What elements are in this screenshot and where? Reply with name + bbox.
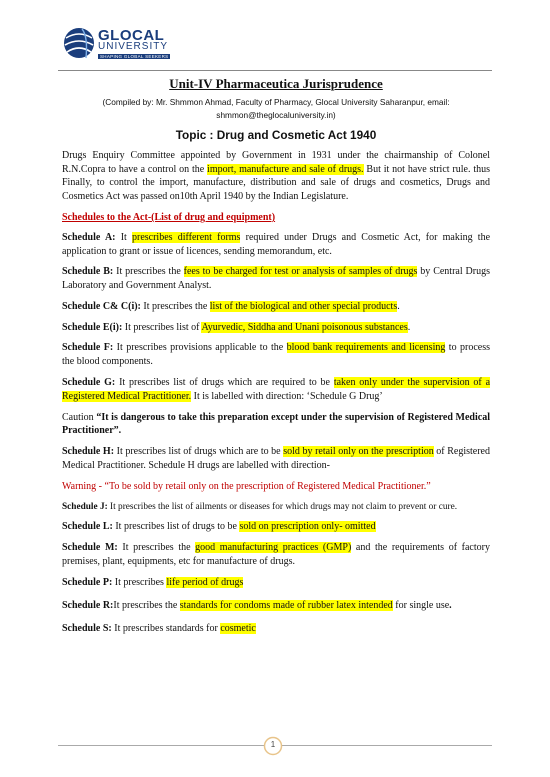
document-body	[62, 70, 490, 643]
schedule-s: Schedule S: It prescribes standards for cosmetic	[62, 623, 256, 635]
schedule-e: Schedule E(i): It prescribes list of Ayurvedic, Siddha and Unani poisonous substances.	[62, 321, 411, 333]
schedule-b: Schedule B: It prescribes the fees to be charged for test or analysis of samples of drugs by Central Drugs Laboratory and Government Analyst.	[62, 266, 490, 292]
schedule-j: Schedule J: It prescribes the list of ailments or diseases for which drugs may not claim to prevent or cure.	[62, 501, 458, 512]
unit-title: Unit-IV Pharmaceutica Jurisprudence	[169, 76, 383, 91]
topic-heading: Topic : Drug and Cosmetic Act 1940	[175, 127, 377, 142]
schedule-p: Schedule P: It prescribes life period of drugs	[62, 576, 244, 588]
schedule-a: Schedule A: It prescribes different forms required under Drugs and Cosmetic Act, for making the application to grant or issue of licences, sending memorandum, etc.	[62, 231, 491, 257]
schedule-c: Schedule C& C(i): It prescribes the list of the biological and other special products.	[62, 300, 400, 312]
schedule-m: Schedule M: It prescribes the good manufacturing practices (GMP) and the requirements of factory premises, plant, equipments, etc for manufacture of drugs.	[62, 542, 490, 567]
logo-subname: UNIVERSITY	[98, 41, 169, 52]
schedule-g: Schedule G: It prescribes list of drugs which are required to be taken only under the supervision of a Registered Medical Practitioner. It is labelled with direction: ‘Schedule G Drug’	[62, 377, 491, 402]
globe-icon	[62, 24, 96, 62]
schedule-l: Schedule L: It prescribes list of drugs to be sold on prescription only- omitted	[62, 521, 376, 533]
schedule-r: Schedule R:It prescribes the standards for condoms made of rubber latex intended for single use.	[62, 600, 452, 612]
warning-text: Warning - “To be sold by retail only on the prescription of Registered Medical Practitioner.”	[62, 480, 431, 492]
schedule-f: Schedule F: It prescribes provisions applicable to the blood bank requirements and licensing to process the blood components.	[62, 342, 490, 368]
schedule-h: Schedule H: It prescribes list of drugs which are to be sold by retail only on the prescription of Registered Medical Practitioner. Schedule H drugs are labelled with direction-	[62, 446, 490, 472]
page-number: 1	[263, 736, 283, 756]
university-logo	[62, 24, 172, 66]
logo-tagline: SHAPING GLOBAL SEEKERS	[100, 54, 169, 59]
logo-name: GLOCAL	[98, 27, 165, 44]
caution-text: Caution “It is dangerous to take this preparation except under the supervision of Registered Medical Practitioner”.	[62, 411, 490, 437]
schedules-heading: Schedules to the Act-(List of drug and equipment)	[62, 211, 276, 223]
intro-paragraph: Drugs Enquiry Committee appointed by Government in 1931 under the chairmanship of Colonel R.N.Copra to have a control on the import, manufacture and sale of drugs. But it not have strict rule. thus Finally, to control the import, manufacture, distribution and sale of drugs and cosmetics, Drugs and Cosmetics Act was passed on10th April 1940 by the Indian Legislature.	[62, 149, 491, 203]
compiled-by: (Compiled by: Mr. Shmmon Ahmad, Faculty of Pharmacy, Glocal University Saharanpur, email: shmmon@theglocaluniversity.in)	[102, 97, 450, 120]
